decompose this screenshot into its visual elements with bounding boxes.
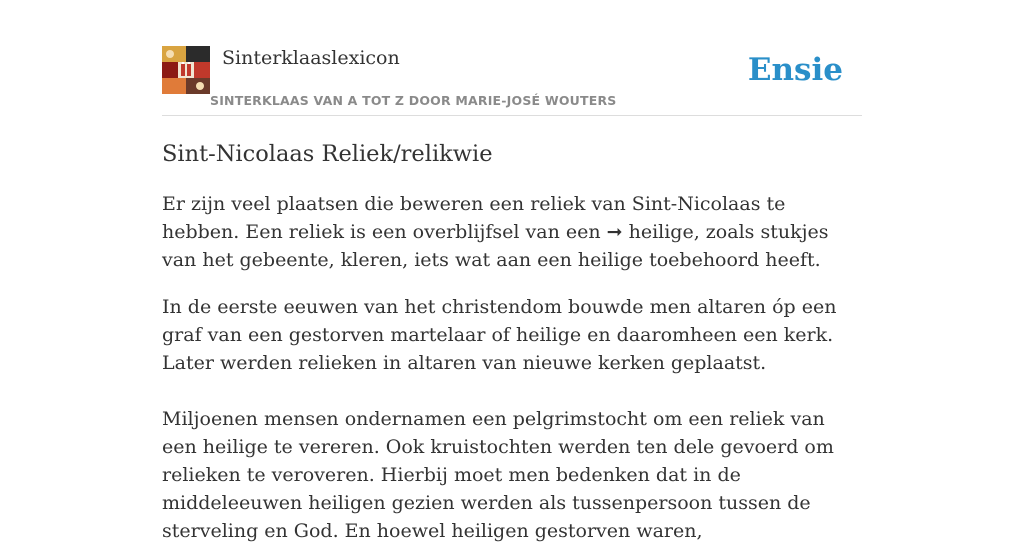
heilige-link[interactable] <box>607 221 694 243</box>
article-title: Sint-Nicolaas Reliek/relikwie <box>162 141 493 167</box>
link-arrow-icon: ➞ <box>606 221 623 243</box>
site-header <box>162 46 862 116</box>
paragraph-text: Er zijn veel plaatsen die beweren een reliek van Sint-Nicolaas te hebben. Een reliek is een overblijfsel van een <box>162 193 786 243</box>
ensie-logo[interactable]: Ensie <box>747 52 843 88</box>
site-subtitle: SINTERKLAAS VAN A TOT Z DOOR MARIE-JOSÉ WOUTERS <box>210 93 617 108</box>
paragraph-text: , zoals stukjes van het gebeente, kleren, iets wat aan een heilige toebehoord heeft. <box>162 221 829 271</box>
article-paragraph-3: Miljoenen mensen ondernamen een pelgrimstocht om een reliek van een heilige te vereren. Ook kruistochten werden ten dele gevoerd om relieken te veroveren. Hierbij moet men bedenken dat in de middeleeuwen heiligen gezien werden als tussenpersoon tussen de sterveling en God. En hoewel heiligen gestorven waren, <box>162 408 834 542</box>
link-text: heilige <box>622 221 694 243</box>
sinterklaas-collage-image <box>162 46 210 94</box>
article <box>162 138 862 545</box>
site-avatar[interactable] <box>162 46 210 94</box>
article-paragraph-2: In de eerste eeuwen van het christendom bouwde men altaren óp een graf van een gestorven martelaar of heilige en daaromheen een kerk. Later werden relieken in altaren van nieuwe kerken geplaatst. <box>162 296 837 374</box>
article-paragraph-1 <box>162 190 862 274</box>
site-title-link[interactable]: Sinterklaaslexicon <box>222 47 400 69</box>
